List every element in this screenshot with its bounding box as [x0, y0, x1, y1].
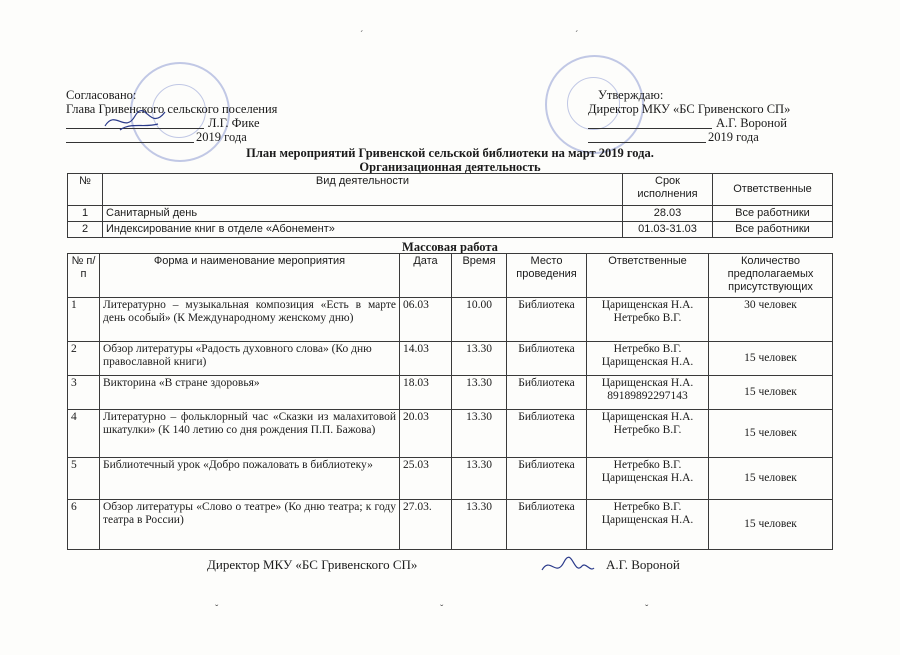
event-place: Библиотека — [507, 458, 587, 500]
event-place: Библиотека — [507, 342, 587, 376]
activity-cell: Индексирование книг в отделе «Абонемент» — [103, 222, 623, 238]
event-date: 18.03 — [400, 376, 452, 410]
row-number: 5 — [68, 458, 100, 500]
attendee-count: 15 человек — [709, 458, 833, 500]
col-header: Срок исполнения — [623, 174, 713, 206]
footer-director-title: Директор МКУ «БС Гривенского СП» — [207, 557, 418, 572]
deadline-cell: 28.03 — [623, 206, 713, 222]
activity-cell: Санитарный день — [103, 206, 623, 222]
deadline-cell: 01.03-31.03 — [623, 222, 713, 238]
responsible-phone: 89189892297143 — [607, 390, 688, 402]
responsible-1: Нетребко В.Г. — [613, 343, 682, 355]
responsible-1: Царищенская Н.А. — [601, 299, 694, 311]
event-name: Обзор литературы «Радость духовного слова» (Ко дню православной книги) — [100, 342, 400, 376]
event-date: 14.03 — [400, 342, 452, 376]
right-signature-line — [588, 128, 712, 129]
row-number: 1 — [68, 298, 100, 342]
event-date: 20.03 — [400, 410, 452, 458]
scan-mark-icon: ˇ — [215, 604, 219, 615]
responsible-1: Нетребко В.Г. — [613, 459, 682, 471]
row-number: 3 — [68, 376, 100, 410]
col-header: Ответственные — [587, 254, 709, 298]
event-time: 10.00 — [452, 298, 507, 342]
event-place: Библиотека — [507, 376, 587, 410]
event-name: Обзор литературы «Слово о театре» (Ко дню театра; к году театра в России) — [100, 500, 400, 550]
row-number: 4 — [68, 410, 100, 458]
approve-label: Утверждаю: — [598, 88, 664, 102]
scan-mark-icon: ˊ — [575, 30, 579, 41]
responsible-1: Царищенская Н.А. — [601, 377, 694, 389]
col-header: № п/п — [68, 254, 100, 298]
scan-mark-icon: ˇ — [645, 604, 649, 615]
table-row — [68, 410, 833, 458]
responsible-2: Царищенская Н.А. — [601, 356, 694, 368]
approved-label: Согласовано: — [66, 88, 137, 102]
event-time: 13.30 — [452, 342, 507, 376]
responsible-1: Царищенская Н.А. — [601, 411, 694, 423]
row-number: 2 — [68, 342, 100, 376]
responsible-2: Нетребко В.Г. — [613, 312, 682, 324]
page-title: План мероприятий Гривенской сельской библиотеки на март 2019 года. — [246, 146, 654, 160]
section-mass-work-title: Массовая работа — [402, 240, 498, 254]
attendee-count: 15 человек — [709, 500, 833, 550]
row-number: 2 — [68, 222, 103, 238]
event-name: Викторина «В стране здоровья» — [100, 376, 400, 410]
col-header: Ответственные — [713, 174, 833, 206]
attendee-count: 15 человек — [709, 376, 833, 410]
left-year: 2019 года — [196, 130, 247, 144]
footer-director-name: А.Г. Вороной — [606, 557, 680, 572]
row-number: 6 — [68, 500, 100, 550]
table-row — [68, 222, 833, 238]
col-header: Форма и наименование мероприятия — [100, 254, 400, 298]
table-row — [68, 376, 833, 410]
event-date: 27.03. — [400, 500, 452, 550]
event-time: 13.30 — [452, 376, 507, 410]
left-signer-name: Л.Г. Фике — [208, 116, 260, 130]
event-responsible — [587, 376, 709, 410]
event-responsible — [587, 458, 709, 500]
head-of-settlement: Глава Гривенского сельского поселения — [66, 102, 278, 116]
row-number: 1 — [68, 206, 103, 222]
attendee-count: 15 человек — [709, 410, 833, 458]
org-activity-table — [67, 173, 833, 238]
table-header-row — [68, 254, 833, 298]
col-header: Время — [452, 254, 507, 298]
table-row — [68, 298, 833, 342]
event-responsible — [587, 298, 709, 342]
event-name: Литературно – фольклорный час «Сказки из малахитовой шкатулки» (К 140 летию со дня рождения П.П. Бажова) — [100, 410, 400, 458]
table-row — [68, 500, 833, 550]
responsible-1: Нетребко В.Г. — [613, 501, 682, 513]
section-org-title: Организационная деятельность — [359, 160, 541, 174]
event-time: 13.30 — [452, 458, 507, 500]
event-place: Библиотека — [507, 500, 587, 550]
col-header: Вид деятельности — [103, 174, 623, 206]
table-header-row — [68, 174, 833, 206]
responsible-2: Царищенская Н.А. — [601, 514, 694, 526]
right-year: 2019 года — [708, 130, 759, 144]
table-row — [68, 206, 833, 222]
left-date-line — [66, 142, 194, 143]
event-place: Библиотека — [507, 410, 587, 458]
col-header: № — [68, 174, 103, 206]
event-responsible — [587, 410, 709, 458]
responsible-cell: Все работники — [713, 222, 833, 238]
director-title: Директор МКУ «БС Гривенского СП» — [588, 102, 791, 116]
mass-work-table — [67, 253, 833, 550]
left-signature-icon — [100, 104, 170, 138]
event-place: Библиотека — [507, 298, 587, 342]
col-header: Дата — [400, 254, 452, 298]
col-header: Место проведения — [507, 254, 587, 298]
event-responsible — [587, 500, 709, 550]
footer-signature-icon — [538, 552, 598, 586]
responsible-2: Нетребко В.Г. — [613, 424, 682, 436]
event-time: 13.30 — [452, 410, 507, 458]
event-responsible — [587, 342, 709, 376]
col-header: Количество предполагаемых присутствующих — [709, 254, 833, 298]
responsible-2: Царищенская Н.А. — [601, 472, 694, 484]
event-date: 06.03 — [400, 298, 452, 342]
event-name: Литературно – музыкальная композиция «Есть в марте день особый» (К Международному женскому дню) — [100, 298, 400, 342]
event-name: Библиотечный урок «Добро пожаловать в библиотеку» — [100, 458, 400, 500]
scan-mark-icon: ˇ — [440, 604, 444, 615]
attendee-count: 15 человек — [709, 342, 833, 376]
table-row — [68, 342, 833, 376]
table-row — [68, 458, 833, 500]
right-date-line — [588, 142, 706, 143]
responsible-cell: Все работники — [713, 206, 833, 222]
event-date: 25.03 — [400, 458, 452, 500]
attendee-count: 30 человек — [709, 298, 833, 342]
right-signer-name: А.Г. Вороной — [716, 116, 787, 130]
event-time: 13.30 — [452, 500, 507, 550]
scan-mark-icon: ˊ — [360, 30, 364, 41]
